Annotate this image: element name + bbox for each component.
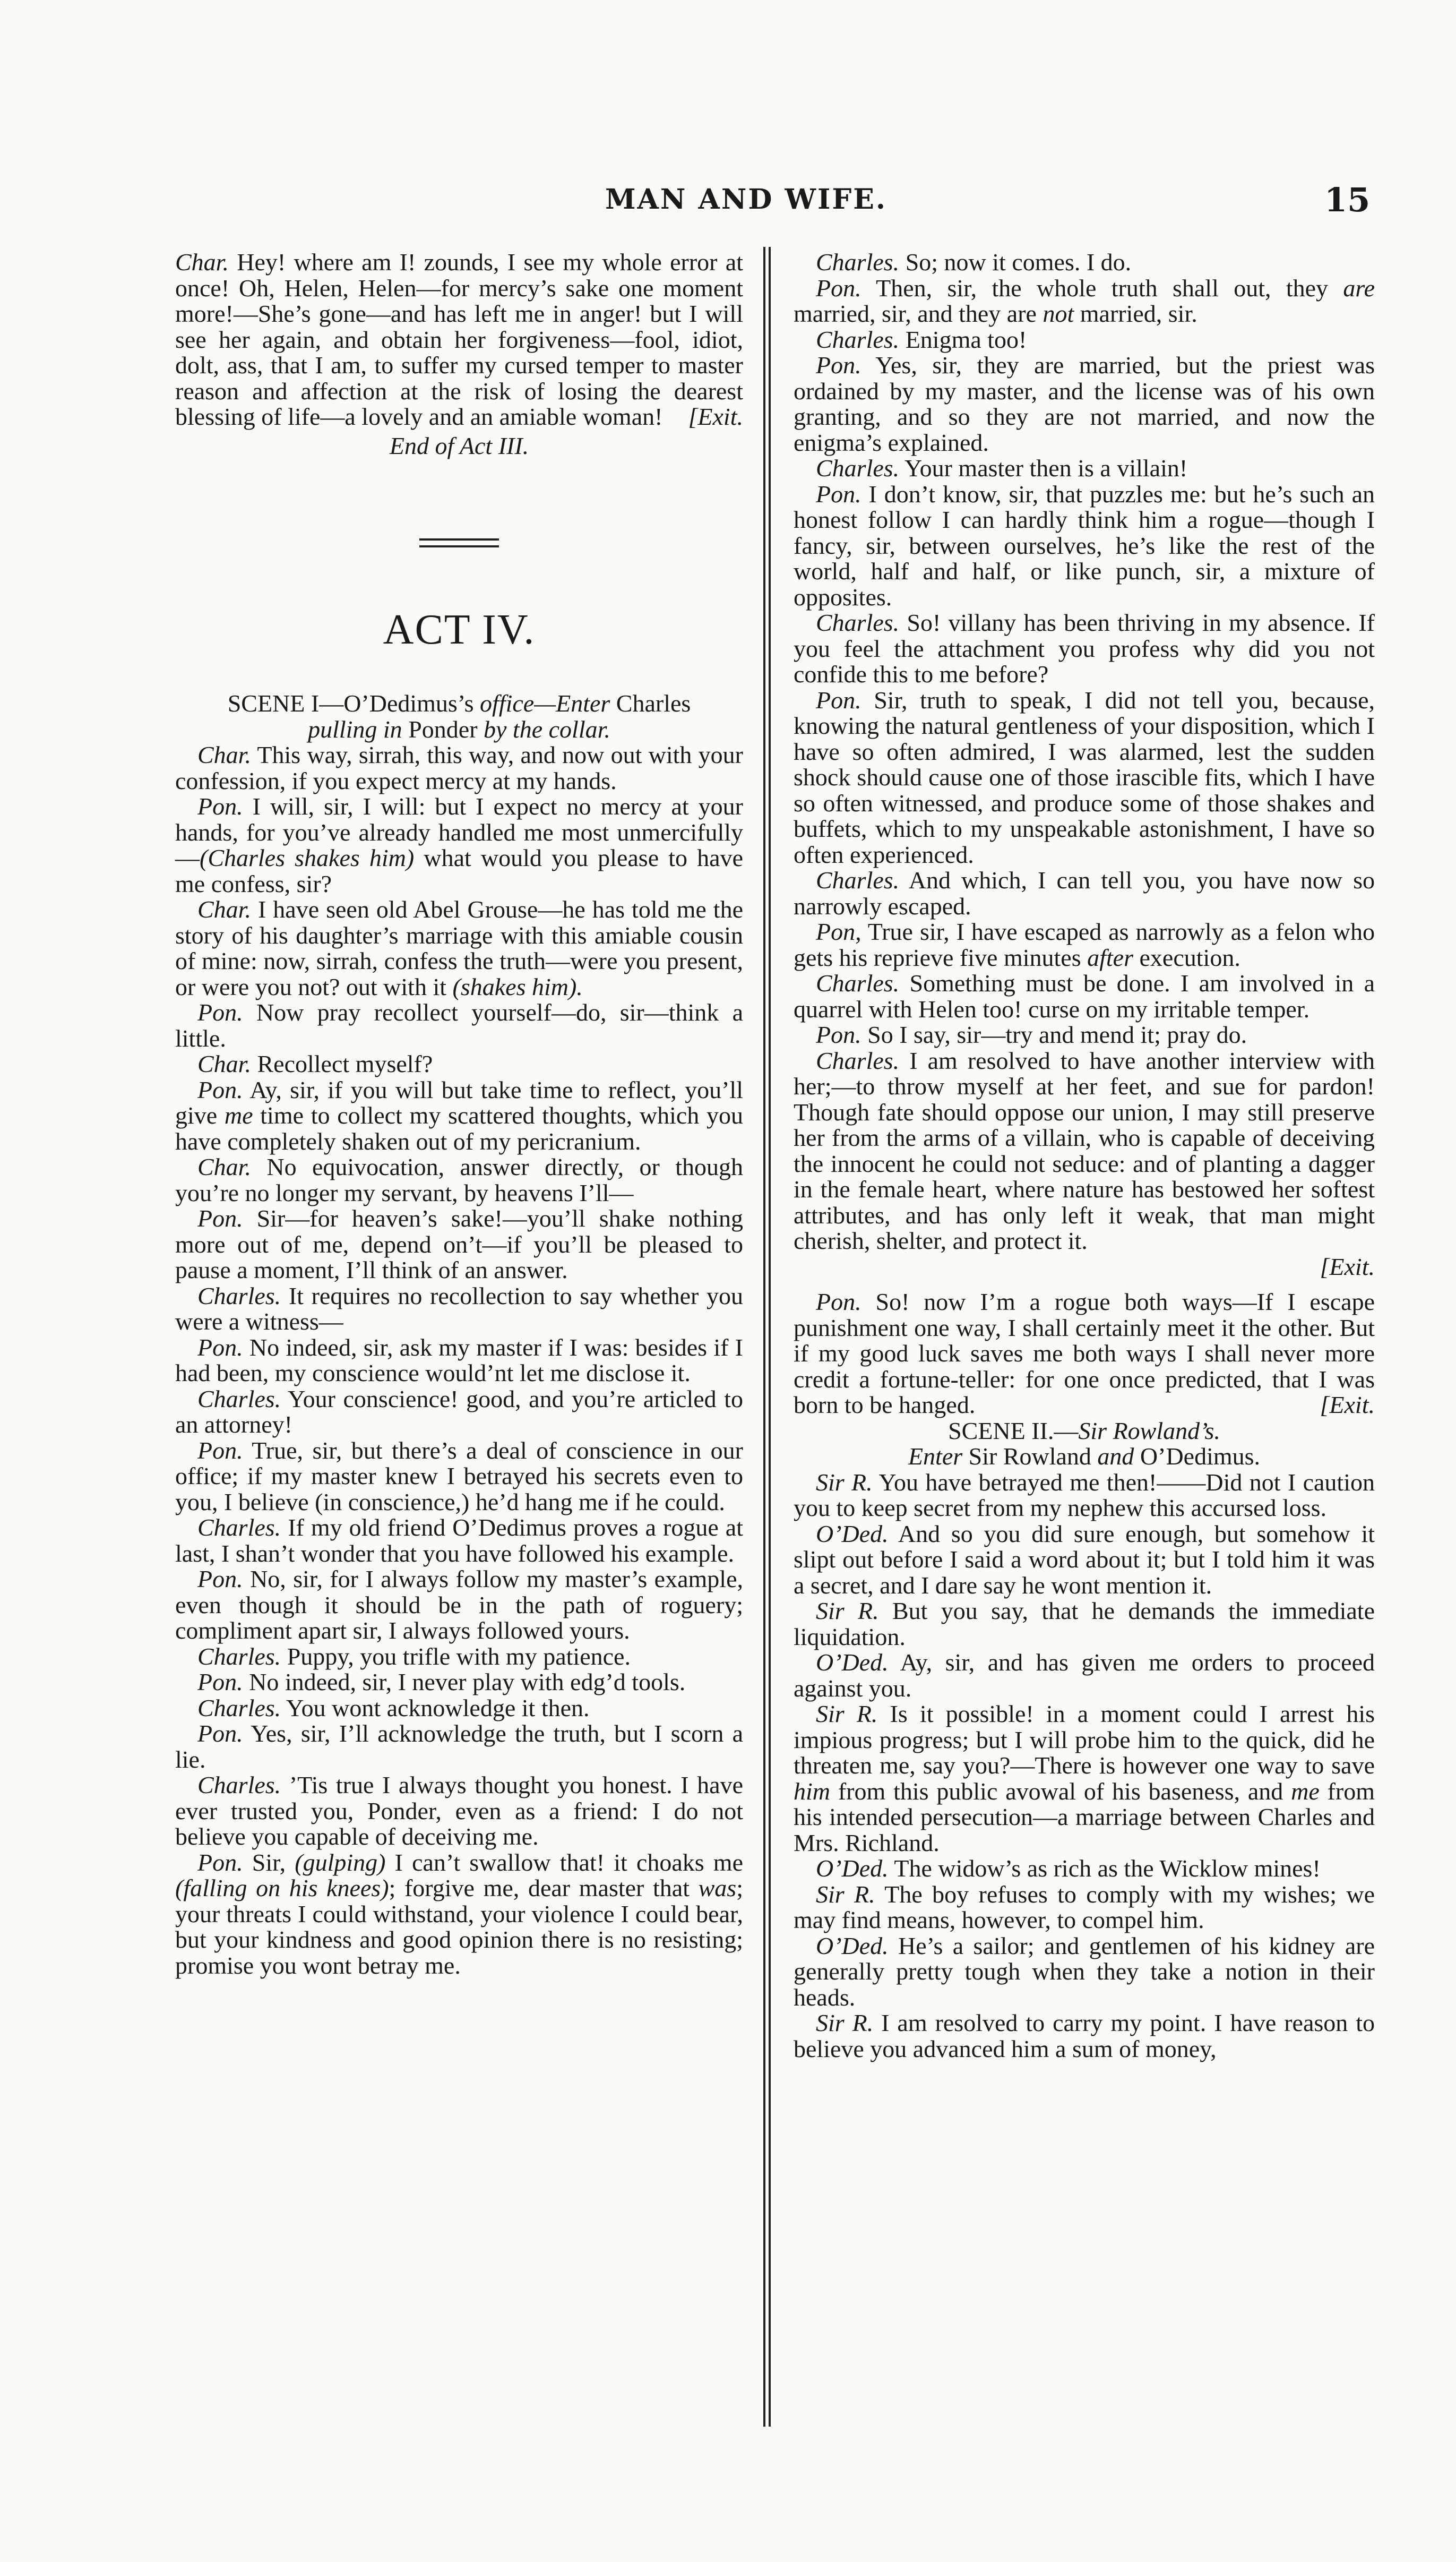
speaker: Pon. (816, 274, 861, 302)
speech-text: I don’t know, sir, that puzzles me: but he’s such an honest follow I can hardly think him a rogue—though I fancy, sir, between ourselves, he’s like the rest of the world, half and half, or like punch, sir, a mixture of opposites. (794, 480, 1375, 611)
scene-direction: by the collar. (484, 715, 610, 743)
scene-direction: pulling in (308, 715, 402, 743)
speech (175, 1695, 743, 1721)
speech (794, 456, 1375, 482)
speech (175, 1772, 743, 1850)
speech (175, 1438, 743, 1515)
scene-direction: office—Enter (480, 690, 610, 717)
speaker: Charles. (197, 1771, 281, 1798)
speaker: Pon. (197, 1848, 243, 1876)
speech-text: Ay, sir, if you will but take time to reflect, you’ll give (175, 1076, 743, 1129)
emphasis: him (794, 1777, 830, 1805)
stage-exit: [Exit. (1320, 1391, 1375, 1418)
speech-text: True, sir, but there’s a deal of conscience in our office; if my master knew I betrayed his secrets even to you, I believe (in conscience,) he’d hang me if he could. (175, 1436, 743, 1515)
speech-text: married, sir. (1074, 300, 1197, 327)
speaker: O’Ded. (816, 1932, 889, 1959)
speech-text: I will, sir, I will: but I expect no mercy at your hands, for you’ve already handled me most unmercifully— (175, 793, 743, 871)
speech-text: So; now it comes. I do. (899, 249, 1132, 276)
speech (175, 1154, 743, 1206)
speaker: Pon. (816, 480, 861, 508)
speaker: Pon. (816, 1021, 861, 1048)
speech-text: So! now I’m a rogue both ways—If I escape punishment one way, I shall certainly meet it the other. But if my good luck saves me both ways I shall never more credit a fortune-teller: for one once predicted, that I was born to be hanged. (794, 1288, 1375, 1418)
speaker: Charles. (197, 1514, 281, 1541)
speech-text: True sir, I have escaped as narrowly as a felon who gets his reprieve five minutes (794, 918, 1375, 971)
speech-text: ’Tis true I always thought you honest. I have ever trusted you, Ponder, even as a friend: I do not believe you capable of deceiving me. (175, 1771, 743, 1850)
speech (794, 1598, 1375, 1650)
speaker: Charles. (816, 325, 900, 353)
speaker: Pon. (197, 999, 243, 1026)
emphasis: after (1087, 944, 1134, 971)
running-head: MAN AND WIFE. (605, 183, 887, 216)
emphasis: not (1043, 300, 1074, 327)
speaker: Pon. (197, 1333, 243, 1361)
left-column (175, 250, 743, 1978)
speech (794, 276, 1375, 327)
right-column (794, 250, 1375, 2062)
speech (175, 794, 743, 897)
speech (175, 1000, 743, 1051)
speaker: Sir R. (816, 1880, 875, 1908)
speech (175, 1515, 743, 1566)
speaker: Pon. (197, 1720, 243, 1747)
scene-direction: and (1097, 1443, 1134, 1470)
act-title: ACT IV. (383, 606, 536, 653)
speech (794, 610, 1375, 688)
speech-text: Then, sir, the whole truth shall out, they (861, 274, 1343, 302)
speech (794, 1701, 1375, 1856)
speaker: O’Ded. (816, 1520, 889, 1547)
speech (794, 688, 1375, 868)
speech-text: Recollect myself? (251, 1050, 433, 1077)
speaker: Pon, (816, 918, 861, 945)
speech-text: ; forgive me, dear master that (389, 1874, 699, 1901)
speech (175, 1386, 743, 1438)
speaker: Sir R. (816, 1597, 879, 1624)
speech (794, 1933, 1375, 2011)
speech-text: execution. (1133, 944, 1240, 971)
speech-text: Ay, sir, and has given me orders to proceed against you. (794, 1649, 1375, 1702)
scene-direction: Enter (908, 1443, 963, 1470)
speech (794, 327, 1375, 353)
speech (794, 1470, 1375, 1521)
end-of-act: End of Act III. (389, 432, 529, 459)
speech-text: Yes, sir, I’ll acknowledge the truth, but I scorn a lie. (175, 1720, 743, 1773)
speaker: Charles. (816, 609, 900, 636)
speech (175, 1850, 743, 1979)
speech-text: So! villany has been thriving in my absence. If you feel the attachment you profess why did you not confide this to me before? (794, 609, 1375, 688)
speech (175, 250, 743, 430)
speech (175, 897, 743, 1000)
speech-text: No indeed, sir, I never play with edg’d tools. (243, 1668, 686, 1695)
speaker: Pon. (197, 1205, 243, 1232)
scene-character: O’Dedimus. (1134, 1443, 1261, 1470)
speaker: Pon. (197, 1076, 243, 1103)
speaker: O’Ded. (816, 1855, 889, 1882)
speech (175, 1721, 743, 1772)
speaker: Sir R. (816, 1700, 878, 1727)
speech-text: No indeed, sir, ask my master if I was: besides if I had been, my conscience would’nt let me disclose it. (175, 1333, 743, 1386)
emphasis: me (1291, 1777, 1320, 1805)
speech (794, 353, 1375, 456)
speaker: Charles. (816, 1047, 900, 1074)
speaker: Char. (197, 741, 251, 768)
speaker: Pon. (816, 686, 861, 714)
stage-direction: (falling on his knees) (175, 1874, 389, 1901)
speech-text: married, sir, and they are (794, 300, 1043, 327)
speech-text: So I say, sir—try and mend it; pray do. (861, 1021, 1247, 1048)
stage-direction: (Charles shakes him) (200, 844, 415, 871)
emphasis: was (698, 1874, 737, 1901)
speech-text: Yes, sir, they are married, but the priest was ordained by my master, and the license was of his own granting, and so they are not married, and now the enigma’s explained. (794, 352, 1375, 456)
speech-text: He’s a sailor; and gentlemen of his kidney are generally pretty tough when they take a notion in their heads. (794, 1932, 1375, 2011)
speech (794, 1048, 1375, 1254)
speaker: Charles. (197, 1642, 281, 1670)
stage-exit: [Exit. (688, 403, 743, 430)
speaker: Sir R. (816, 2009, 874, 2036)
speech (794, 868, 1375, 919)
scene-character: Sir Rowland (962, 1443, 1098, 1470)
speech-text: from this public avowal of his baseness, and (830, 1777, 1291, 1805)
scene-place: Sir Rowland’s. (1078, 1417, 1220, 1444)
speech (794, 1882, 1375, 1933)
scene-character: Charles (610, 690, 691, 717)
stage-exit: [Exit. (1320, 1253, 1375, 1280)
speaker: Pon. (197, 1565, 243, 1592)
scene-heading (175, 691, 743, 742)
speech-text: But you say, that he demands the immediate liquidation. (794, 1597, 1375, 1650)
speaker: Char. (197, 896, 251, 923)
speech-text: Your master then is a villain! (899, 455, 1188, 482)
speech (175, 1566, 743, 1644)
scene-character: Ponder (402, 715, 484, 743)
speech-text: You wont acknowledge it then. (281, 1694, 590, 1721)
speech (794, 1856, 1375, 1882)
speech-text: And so you did sure enough, but somehow it slipt out before I said a word about it; but I told him it was a secret, and I dare say he wont mention it. (794, 1520, 1375, 1599)
speech (794, 1289, 1375, 1418)
speaker: Charles. (816, 455, 900, 482)
speech (794, 919, 1375, 971)
speech-text: I am resolved to have another interview with her;—to throw myself at her feet, and sue for pardon! Though fate should oppose our union, I may still preserve her from the arms of a villain, who is capable of deceiving the innocent he could not seduce: and of planting a dagger in the female heart, where nature has bestowed her softest attributes, and has only left it weak, that man might cherish, shelter, and protect it. (794, 1047, 1375, 1254)
speech (175, 1051, 743, 1077)
speaker: Char. (175, 249, 229, 276)
speech-text: It requires no recollection to say whether you were a witness— (175, 1282, 743, 1335)
speaker: Pon. (197, 1436, 243, 1464)
speech-text: I am resolved to carry my point. I have reason to believe you advanced him a sum of money, (794, 2009, 1375, 2062)
speech (175, 1644, 743, 1670)
column-divider (763, 247, 771, 2427)
speech-text: The widow’s as rich as the Wicklow mines! (888, 1855, 1321, 1882)
speech-text: Sir, truth to speak, I did not tell you, because, knowing the natural gentleness of your disposition, which I have so often admired, I was alarmed, lest the sudden shock should cause one of those irascible fits, which I have so often witnessed, and produce some of those shakes and buffets, which to my unspeakable astonishment, I have so often experienced. (794, 686, 1375, 868)
speech-text: Sir, (243, 1848, 295, 1876)
speaker: Charles. (816, 867, 900, 894)
scene-label: SCENE II.— (948, 1417, 1079, 1444)
speech (794, 1650, 1375, 1701)
speech-text: The boy refuses to comply with my wishes; we may find means, however, to compel him. (794, 1880, 1375, 1933)
speech-text: from his intended persecution—a marriage between Charles and Mrs. Richland. (794, 1777, 1375, 1856)
speaker: Pon. (816, 352, 861, 379)
speech (794, 2010, 1375, 2062)
speech (175, 1206, 743, 1283)
speech (794, 482, 1375, 611)
speech-text: You have betrayed me then!——Did not I caution you to keep secret from my nephew this accursed loss. (794, 1468, 1375, 1521)
speaker: Sir R. (816, 1468, 873, 1496)
speech (794, 1022, 1375, 1048)
speech (794, 1521, 1375, 1599)
speech (175, 1669, 743, 1695)
scene-heading (794, 1418, 1375, 1470)
speech-text: time to collect my scattered thoughts, which you have completely shaken out of my pericranium. (175, 1102, 743, 1155)
speech-text: Hey! where am I! zounds, I see my whole error at once! Oh, Helen, Helen—for mercy’s sake one moment more!—She’s gone—and has left me in anger! but I will see her again, and obtain her forgiveness—fool, idiot, dolt, ass, that I am, to suffer my cursed temper to master reason and affection at the risk of losing the dearest blessing of life—a lovely and an amiable woman! (175, 249, 743, 430)
stage-direction: (shakes him). (452, 973, 583, 1000)
scene-label: SCENE I—O’Dedimus’s (227, 690, 480, 717)
speech-text: I can’t swallow that! it choaks me (385, 1848, 744, 1876)
stage-direction: (gulping) (295, 1848, 386, 1876)
speech (794, 971, 1375, 1022)
speech-text: Something must be done. I am involved in a quarrel with Helen too! curse on my irritable temper. (794, 970, 1375, 1023)
speaker: O’Ded. (816, 1649, 889, 1676)
emphasis: me (224, 1102, 253, 1129)
speaker: Charles. (197, 1694, 281, 1721)
speech-text: No, sir, for I always follow my master’s example, even though it should be in the path of roguery; compliment apart sir, I always followed yours. (175, 1565, 743, 1644)
speech-text: I have seen old Abel Grouse—he has told me the story of his daughter’s marriage with this amiable cousin of mine: now, sirrah, confess the truth—were you present, or were you not? out with it (175, 896, 743, 1000)
speech-text: And which, I can tell you, you have now so narrowly escaped. (794, 867, 1375, 920)
speech-text: Is it possible! in a moment could I arrest his impious progress; but I will probe him to the quick, did he threaten me, say you?—There is however one way to save (794, 1700, 1375, 1779)
speech-text: Puppy, you trifle with my patience. (281, 1642, 631, 1670)
speech (175, 1335, 743, 1386)
speech-text: Sir—for heaven’s sake!—you’ll shake nothing more out of me, depend on’t—if you’ll be pleased to pause a moment, I’ll think of an answer. (175, 1205, 743, 1283)
speech-text: what would you please to have me confess, sir? (175, 844, 743, 897)
speaker: Charles. (197, 1282, 281, 1309)
speaker: Charles. (816, 249, 900, 276)
speaker: Pon. (816, 1288, 861, 1315)
speech-text: Enigma too! (899, 325, 1027, 353)
speaker: Pon. (197, 1668, 243, 1695)
speech (175, 742, 743, 794)
speech-text: Your conscience! good, and you’re articled to an attorney! (175, 1385, 743, 1438)
speech-text: ; your threats I could withstand, your violence I could bear, but your kindness and good opinion there is no resisting; promise you wont betray me. (175, 1874, 743, 1979)
speaker: Char. (197, 1153, 251, 1180)
page-number: 15 (1324, 181, 1371, 219)
speaker: Char. (197, 1050, 251, 1077)
emphasis: are (1343, 274, 1375, 302)
speech-text: This way, sirrah, this way, and now out with your confession, if you expect mercy at my hands. (175, 741, 743, 794)
speaker: Pon. (197, 793, 243, 820)
speech (175, 1283, 743, 1335)
speech (794, 250, 1375, 276)
speech (175, 1077, 743, 1155)
speech-text: No equivocation, answer directly, or though you’re no longer my servant, by heavens I’ll— (175, 1153, 743, 1206)
speech-text: Now pray recollect yourself—do, sir—think a little. (175, 999, 743, 1052)
speaker: Charles. (816, 970, 900, 997)
act-divider-rule (419, 538, 499, 547)
speaker: Charles. (197, 1385, 281, 1412)
speech-text: If my old friend O’Dedimus proves a rogue at last, I shan’t wonder that you have followed his example. (175, 1514, 743, 1567)
